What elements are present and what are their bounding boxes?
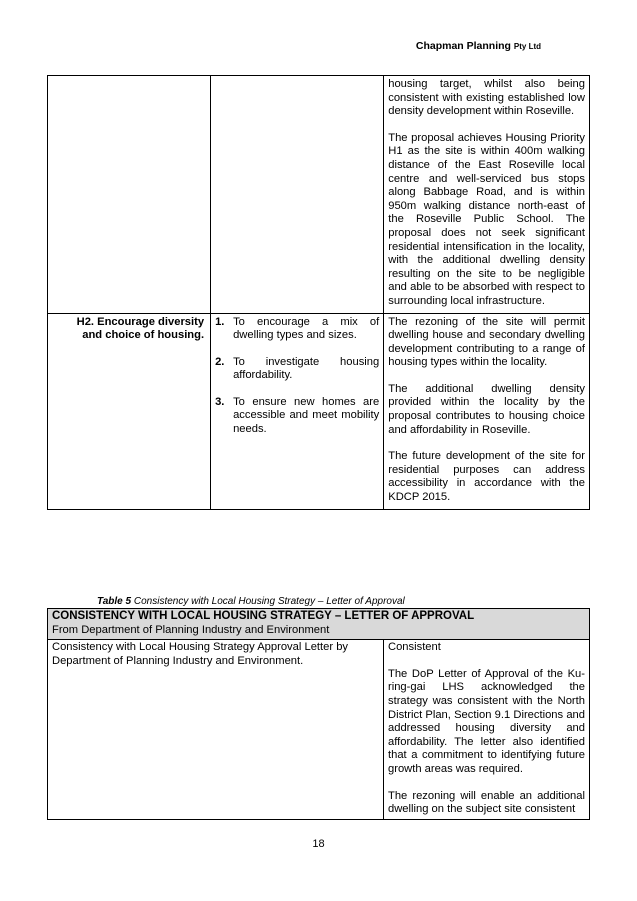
paragraph: The DoP Letter of Approval of the Ku-ring-gai LHS acknowledged the strategy was consistent with the North District Plan, Section 9.1 Directions and addressed housing diversity and affordability. The letter also identified that a commitment to identifying future growth areas was required. (388, 667, 585, 775)
housing-priorities-table (47, 75, 590, 510)
page-number: 18 (312, 838, 325, 850)
list-item (215, 356, 379, 383)
list-item (215, 316, 379, 343)
objective-number: 3. (215, 395, 225, 408)
cell-empty-priority (48, 76, 211, 314)
paragraph: The rezoning will enable an additional dwelling on the subject site consistent (388, 789, 585, 816)
objectives-list (215, 316, 379, 437)
table-row (48, 640, 590, 820)
table-title: CONSISTENCY WITH LOCAL HOUSING STRATEGY – LETTER OF APPROVAL (52, 610, 475, 622)
company-name: Chapman Planning (415, 40, 511, 52)
table-row-continuation (48, 76, 590, 314)
priority-label-h2 (48, 313, 211, 509)
cell-continuation-response (384, 76, 590, 314)
caption-text: Consistency with Local Housing Strategy – Letter of Approval (131, 596, 405, 607)
cell-empty-objectives (211, 76, 384, 314)
page-header (416, 40, 541, 52)
paragraph: The rezoning of the site will permit dwelling house and secondary dwelling development contributing to a range of housing types within the locality. (388, 315, 585, 369)
objective-text: To investigate housing affordability. (233, 355, 380, 382)
paragraph: The proposal achieves Housing Priority H1 as the site is within 400m walking distance of the East Roseville local centre and well-serviced bus stops along Babbage Road, and is within 950m walking distance north-east of the Roseville Public School. The proposal does not seek significant residential intensification in the locality, with the additional dwelling density resulting on the site to be negligible and able to be absorbed with respect to surrounding local infrastructure. (388, 131, 585, 307)
objective-number: 2. (215, 355, 225, 368)
paragraph: housing target, whilst also being consistent with existing established low density development within Roseville. (388, 78, 585, 118)
table-subtitle: From Department of Planning Industry and Environment (52, 623, 330, 636)
table-header-row (48, 609, 590, 640)
objective-text: To ensure new homes are accessible and meet mobility needs. (233, 395, 380, 436)
response-cell (384, 313, 590, 509)
list-item (215, 396, 379, 437)
objective-number: 1. (215, 315, 225, 328)
paragraph: Consistent (388, 641, 441, 654)
criterion-cell: Consistency with Local Housing Strategy Approval Letter by Department of Planning Industry and Environment. (48, 640, 384, 820)
table-row-h2 (48, 313, 590, 509)
company-suffix: Pty Ltd (513, 42, 541, 51)
priority-label-line: and choice of housing. (82, 329, 205, 342)
table-caption (97, 596, 405, 607)
table-header-cell (48, 609, 590, 640)
paragraph: The future development of the site for residential purposes can address accessibility in accordance with the KDCP 2015. (388, 450, 585, 504)
objectives-cell (211, 313, 384, 509)
caption-label: Table 5 (97, 596, 132, 607)
objective-text: To encourage a mix of dwelling types and sizes. (233, 315, 380, 342)
priority-label-line: H2. Encourage diversity (76, 315, 205, 328)
letter-of-approval-table (47, 608, 590, 820)
assessment-cell (384, 640, 590, 820)
paragraph: The additional dwelling density provided within the locality by the proposal contributes to housing choice and affordability in Roseville. (388, 382, 585, 436)
